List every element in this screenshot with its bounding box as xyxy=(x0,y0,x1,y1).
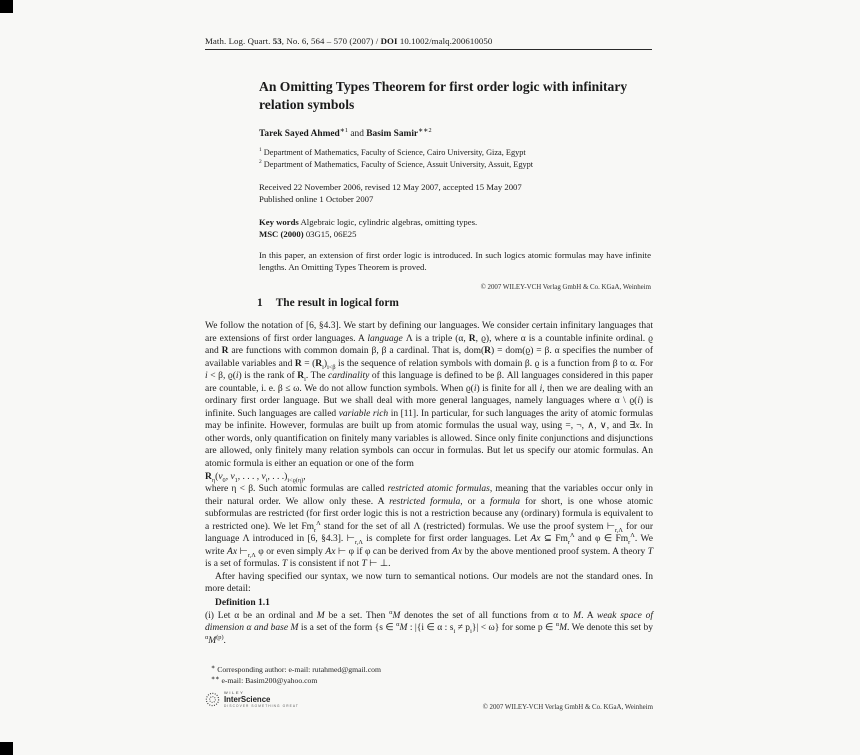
paragraph-1: We follow the notation of [6, §4.3]. We start by defining our languages. We consider certain infinitary languages that are extensions of first order languages. A language Λ is a triple (α, R, ϱ), where α is a countable infinite ordinal. ϱ and R are functions with common domain β, β a cardinal. That is, dom(R) = dom(ϱ) = β. α specifies the number of available variables and $R = (R_i)_{i<\beta}$ is the sequence of relation symbols with domain β. ϱ is a function from β to α. For i < β, ϱ(i) is the rank of $R_i$. The cardinality of this language is defined to be β. All languages considered in this paper are countable, i. e. β ≤ ω. We do not allow function symbols. When ϱ(i) is finite for all i, then we are dealing with an ordinary first order language. But we shall deal with more general languages, namely languages where α \ ϱ(i) is infinite. Such languages are called variable rich in [11]. In particular, for such languages the arity of atomic formulas may be infinite. However, formulas are built up from atomic formulas the usual way, using =, ¬, ∧, ∨, and ∃x. In other words, only quantification on finitely many variables is allowed. Since only finite conjunctions and disjunctions are allowed, only finitely many relation symbols can occur in formulas. But let us specify our atomic formulas. An atomic formula is either an equation or one of the form xyxy=(205,321,654,470)
journal-citation-line: Math. Log. Quart. 53, No. 6, 564 – 570 (2007) / DOI 10.1002/malq.200610050 xyxy=(205,36,493,46)
authors-line: Tarek Sayed Ahmed$^{∗1}$ and Basim Samir$^{∗∗2}$ xyxy=(259,126,432,139)
display-formula: $R_\eta(v_0$, $v_1$, . . . , $v_i$, . . $.)_{i<ϱ(\eta)}$, xyxy=(205,471,306,484)
received-line: Received 22 November 2006, revised 12 May 2007, accepted 15 May 2007 xyxy=(259,182,522,192)
front-matter xyxy=(259,78,651,291)
footnotes xyxy=(211,665,381,686)
paragraph-2: where η < β. Such atomic formulas are called restricted atomic formulas, meaning that the variables occur only in their natural order. We allow only these. A restricted formula, or a formula for short, is one whose atomic subformulas are restricted (for first order logic this is not a restriction because any (ordinary) formula is equivalent to a restricted one). We let $Fm_r^\Lambda$ stand for the set of all Λ (restricted) formulas. We use the proof system $⊢_{r,\Lambda}$ for our language Λ introduced in [6, §4.3]. $⊢_{r,\Lambda}$ is complete for first order languages. Let Ax ⊆ $Fm_r^\Lambda$ and φ ∈ $Fm_r^\Lambda$. We write Ax $⊢_{r,\Lambda}$ φ or even simply Ax ⊢ φ if φ can be derived from Ax by the above mentioned proof system. A theory T is a set of formulas. T is consistent if not T ⊢ ⊥. xyxy=(205,484,654,570)
scan-corner-mark-bottom xyxy=(0,742,13,755)
definition-heading: Definition 1.1 xyxy=(215,598,270,609)
paragraph-3: After having specified our syntax, we now turn to semantical notions. Our models are not the standard ones. In more detail: xyxy=(205,571,653,595)
copyright-line-top: © 2007 WILEY-VCH Verlag GmbH & Co. KGaA, Weinheim xyxy=(480,284,651,292)
affiliation-1: $^1$ Department of Mathematics, Faculty of Science, Cairo University, Giza, Egypt xyxy=(259,147,526,157)
interscience-tagline-text: DISCOVER SOMETHING GREAT xyxy=(224,703,299,708)
section-heading xyxy=(257,297,399,309)
footnote-email-2: ∗∗ e-mail: Basim200@yahoo.com xyxy=(211,674,318,685)
keywords-block xyxy=(259,217,651,240)
keywords-line: Key words Algebraic logic, cylindric algebras, omitting types. xyxy=(259,217,478,228)
body-text xyxy=(205,320,653,647)
header-rule xyxy=(205,49,652,50)
paper-title: An Omitting Types Theorem for first order logic with infinitary relation symbols xyxy=(259,79,628,112)
msc-line: MSC (2000) 03G15, 06E25 xyxy=(259,228,357,239)
wiley-brand-text: WILEY xyxy=(224,690,245,695)
dates-block xyxy=(259,182,651,205)
interscience-name-text: InterScience xyxy=(224,695,271,704)
published-line: Published online 1 October 2007 xyxy=(259,193,374,204)
affiliation-2: $^2$ Department of Mathematics, Faculty of Science, Assuit University, Assuit, Egypt xyxy=(259,158,534,169)
abstract: In this paper, an extension of first order logic is introduced. In such logics atomic formulas may have infinite lengths. An Omitting Types Theorem is proved. xyxy=(259,250,651,272)
section-number: 1 xyxy=(257,297,263,309)
scan-corner-mark-top xyxy=(0,0,13,13)
copyright-line-bottom: © 2007 WILEY-VCH Verlag GmbH & Co. KGaA, Weinheim xyxy=(482,704,653,711)
paragraph-4: (i) Let α be an ordinal and M be a set. Then $^\alpha$M denotes the set of all functions from α to M. A weak space of dimension α and base M is a set of the form {s ∈ $^\alpha$M : |{i ∈ α : $s_i \ne p_i\}| < \omega$} for some p ∈ $^\alpha$M. We denote this set by $^\alpha M^{(p)}$. xyxy=(205,608,654,646)
footnote-corresponding-author: ∗ Corresponding author: e-mail: rutahmed@gmail.com xyxy=(211,664,381,674)
section-title: The result in logical form xyxy=(275,297,399,309)
